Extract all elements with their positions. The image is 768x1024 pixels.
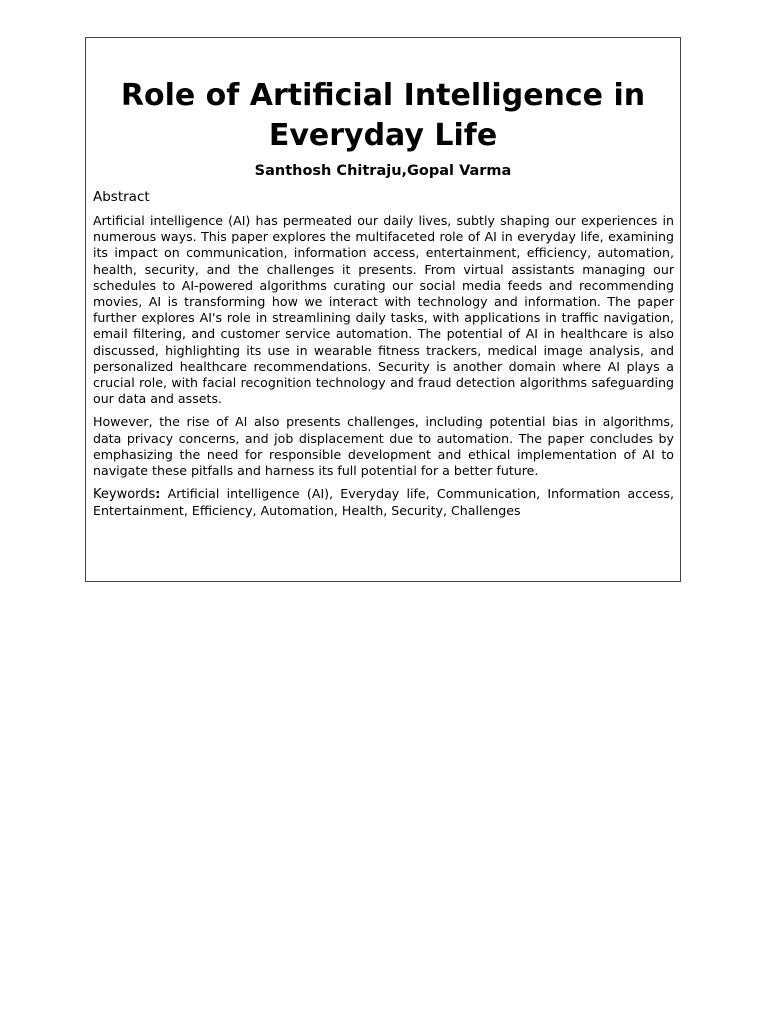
paper-title: Role of Artificial Intelligence in Everyday Life (120, 78, 646, 153)
abstract-section (93, 188, 674, 520)
keywords-label: Keywords (93, 487, 156, 503)
abstract-paragraph: Artificial intelligence (AI) has permeated our daily lives, subtly shaping our experiences in numerous ways. This paper explores the multifaceted role of AI in everyday life, examining its impact on communication, information access, entertainment, efficiency, automation, health, security, and the challenges it presents. From virtual assistants managing our schedules to AI-powered algorithms curating our social media feeds and recommending movies, AI is transforming how we interact with technology and information. The paper further explores AI's role in streamlining daily tasks, with applications in traffic navigation, email filtering, and customer service automation. The potential of AI in healthcare is also discussed, highlighting its use in wearable fitness trackers, medical image analysis, and personalized healthcare recommendations. Security is another domain where AI plays a crucial role, with facial recognition technology and fraud detection algorithms safeguarding our data and assets. (93, 213, 674, 407)
paper-authors: Santhosh Chitraju,Gopal Varma (254, 163, 512, 179)
paper-frame (85, 37, 681, 582)
keywords-list: Artificial intelligence (AI), Everyday life, Communication, Information access, Entertainment, Efficiency, Automation, Health, Security, Challenges (93, 486, 674, 519)
abstract-heading: Abstract (93, 189, 150, 205)
keywords (93, 486, 674, 519)
abstract-paragraph: However, the rise of AI also presents challenges, including potential bias in algorithms, data privacy concerns, and job displacement due to automation. The paper concludes by emphasizing the need for responsible development and ethical implementation of AI to navigate these pitfalls and harness its full potential for a better future. (93, 414, 674, 479)
keywords-colon: : (155, 486, 161, 502)
